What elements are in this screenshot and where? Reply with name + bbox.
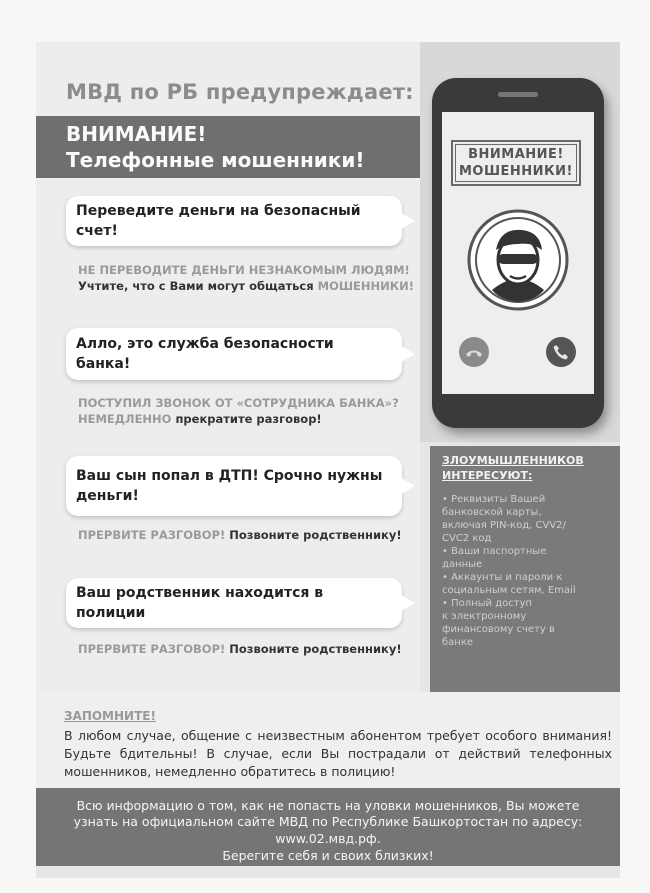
interests-item: • Аккаунты и пароли к bbox=[442, 572, 563, 583]
scam-phrase-2: Алло, это служба безопасности банка! bbox=[76, 336, 334, 372]
advice-1-line-2b: МОШЕННИКИ! bbox=[317, 279, 415, 293]
banner-line-1: ВНИМАНИЕ! bbox=[66, 122, 207, 146]
phone-speaker bbox=[498, 92, 538, 97]
footer-line-2: узнать на официальном сайте МВД по Республике Башкортостан по адресу: bbox=[73, 814, 583, 829]
advice-2 bbox=[78, 395, 399, 427]
interests-item: данные bbox=[442, 559, 483, 570]
interests-item: • Ваши паспортные bbox=[442, 546, 547, 557]
footer-line-4: Берегите себя и своих близких! bbox=[222, 848, 434, 863]
interests-item: банке bbox=[442, 637, 474, 648]
header-title: МВД по РБ предупреждает: bbox=[66, 80, 414, 104]
interests-item: • Полный доступ bbox=[442, 598, 533, 609]
scam-phrase-bubble-2 bbox=[66, 328, 402, 380]
interests-title bbox=[442, 453, 612, 483]
decline-call-icon bbox=[458, 336, 490, 368]
footer-line-1: Всю информацию о том, как не попасть на уловки мошенников, Вы можете bbox=[76, 798, 580, 813]
scam-phrase-bubble-1 bbox=[66, 196, 402, 246]
advice-1-line-2a: Учтите, что с Вами могут общаться bbox=[78, 279, 318, 293]
advice-3 bbox=[78, 527, 402, 543]
interests-list bbox=[442, 493, 614, 649]
advice-1-line-1: НЕ ПЕРЕВОДИТЕ ДЕНЬГИ НЕЗНАКОМЫМ ЛЮДЯМ! bbox=[78, 263, 410, 277]
interests-item: • Реквизиты Вашей bbox=[442, 494, 546, 505]
interests-item: включая PIN-код, CVV2/ bbox=[442, 520, 566, 531]
interests-item: CVC2 код bbox=[442, 533, 492, 544]
warning-banner bbox=[36, 116, 420, 178]
advice-1 bbox=[78, 262, 414, 294]
advice-2-line-2a: НЕМЕДЛЕННО bbox=[78, 412, 176, 426]
advice-2-line-1: ПОСТУПИЛ ЗВОНОК ОТ «СОТРУДНИКА БАНКА»? bbox=[78, 396, 399, 410]
footer-url: www.02.мвд.рф. bbox=[275, 831, 381, 846]
scam-phrase-1: Переведите деньги на безопасный счет! bbox=[76, 203, 361, 239]
scam-stamp bbox=[451, 140, 581, 186]
interests-item: финансовому счету в bbox=[442, 624, 555, 635]
remember-title: ЗАПОМНИТЕ! bbox=[64, 709, 156, 723]
interests-title-line-1: ЗЛОУМЫШЛЕННИКОВ bbox=[442, 454, 584, 467]
advice-4-a: ПРЕРВИТЕ РАЗГОВОР! bbox=[78, 642, 230, 656]
footer-banner bbox=[36, 788, 620, 866]
advice-3-a: ПРЕРВИТЕ РАЗГОВОР! bbox=[78, 528, 230, 542]
advice-3-b: Позвоните родственнику! bbox=[229, 528, 402, 542]
advice-4-b: Позвоните родственнику! bbox=[229, 642, 402, 656]
scam-phrase-3-line-2: деньги! bbox=[76, 488, 139, 504]
remember-text: В любом случае, общение с неизвестным абонентом требует особого внимания! Будьте бдительны! В случае, если Вы пострадали от действий телефонных мошенников, немедленно обратитесь в полицию! bbox=[64, 728, 612, 779]
accept-call-icon bbox=[545, 336, 577, 368]
scam-phrase-bubble-4 bbox=[66, 578, 402, 628]
stamp-line-1: ВНИМАНИЕ! bbox=[468, 147, 564, 162]
interests-title-line-2: ИНТЕРЕСУЮТ: bbox=[442, 469, 533, 482]
advice-2-line-2b: прекратите разговор! bbox=[175, 412, 322, 426]
scam-phrase-bubble-3 bbox=[66, 456, 402, 516]
scam-phrase-3-line-1: Ваш сын попал в ДТП! Срочно нужны bbox=[76, 468, 383, 484]
advice-4 bbox=[78, 641, 402, 657]
thief-icon bbox=[466, 208, 570, 312]
banner-line-2: Телефонные мошенники! bbox=[66, 148, 365, 172]
interests-item: к электронному bbox=[442, 611, 527, 622]
interests-item: социальным сетям, Email bbox=[442, 585, 576, 596]
interests-item: банковской карты, bbox=[442, 507, 542, 518]
scam-phrase-4: Ваш родственник находится в полиции bbox=[76, 585, 324, 621]
stamp-line-2: МОШЕННИКИ! bbox=[458, 164, 573, 179]
